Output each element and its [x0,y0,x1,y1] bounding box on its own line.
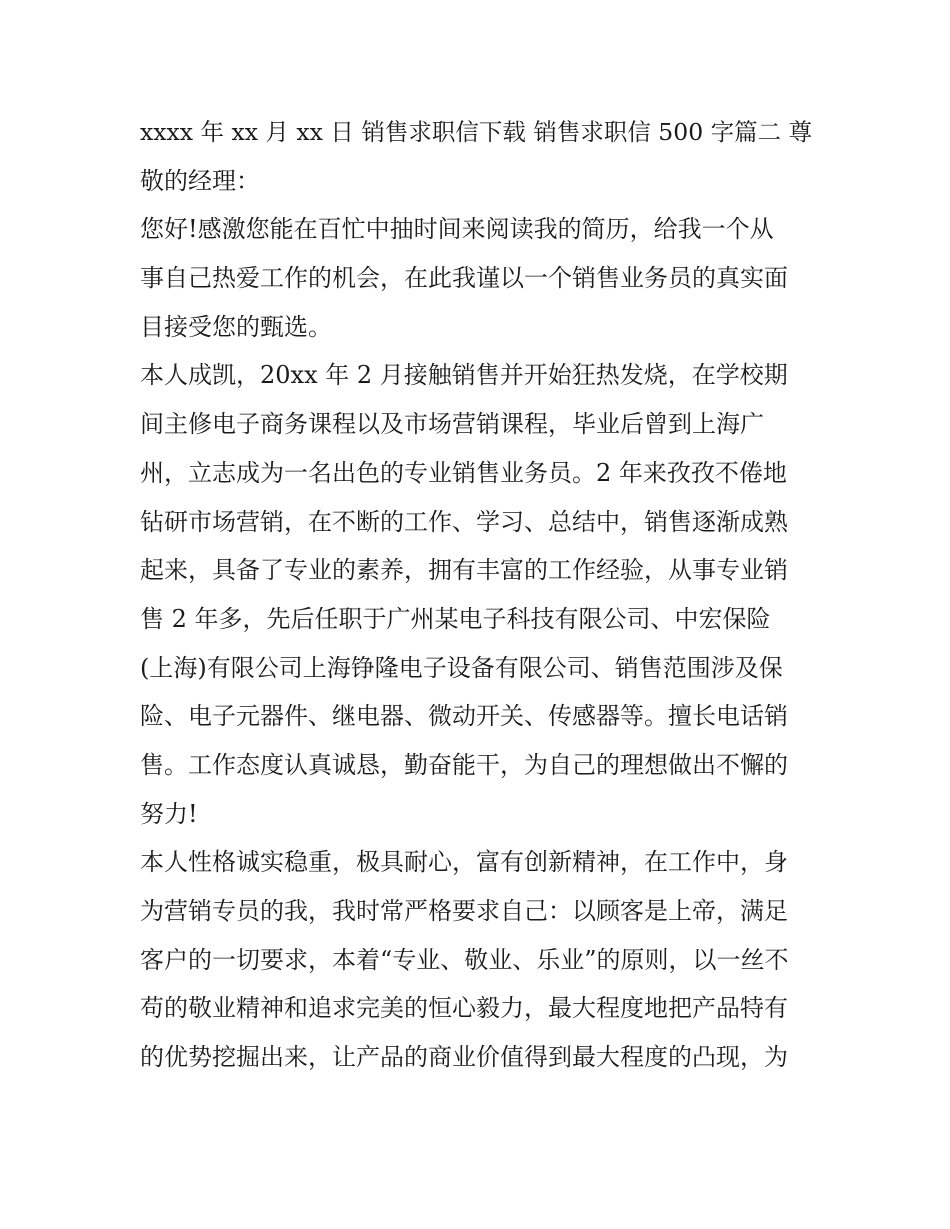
text-line: 敬的经理： [140,166,260,195]
text-line: 苟的敬业精神和追求完美的恒心毅力，最大程度地把产品特有 [140,994,788,1023]
text-line: 为营销专员的我，我时常严格要求自己：以顾客是上帝，满足 [140,897,788,925]
text-line: 起来，具备了专业的素养，拥有丰富的工作经验，从事专业销 [140,556,788,585]
text-line: 州，立志成为一名出色的专业销售业务员。2 年来孜孜不倦地 [140,458,787,487]
text-line: 事自己热爱工作的机会，在此我谨以一个销售业务员的真实面 [140,264,788,293]
text-line: 钻研市场营销，在不断的工作、学习、总结中，销售逐渐成熟 [140,507,788,536]
text-line: 本人性格诚实稳重，极具耐心，富有创新精神，在工作中，身 [140,848,788,877]
text-line: 您好!感激您能在百忙中抽时间来阅读我的简历，给我一个从 [140,215,774,244]
text-line: 售。工作态度认真诚恳，勤奋能干，为自己的理想做出不懈的 [140,750,788,779]
text-line: 客户的一切要求，本着“专业、敬业、乐业”的原则，以一丝不 [140,945,789,974]
text-line: 的优势挖掘出来，让产品的商业价值得到最大程度的凸现，为 [140,1043,788,1072]
text-line: 间主修电子商务课程以及市场营销课程，毕业后曾到上海广 [140,410,764,439]
text-line: 努力! [140,799,198,828]
letter-body [140,108,820,1082]
text-line: 售 2 年多，先后任职于广州某电子科技有限公司、中宏保险 [140,604,771,633]
text-line: 目接受您的甄选。 [140,312,332,341]
text-line: xxxx 年 xx 月 xx 日 销售求职信下载 销售求职信 500 字篇二 尊 [140,118,813,146]
text-line: (上海)有限公司上海铮隆电子设备有限公司、销售范围涉及保 [140,653,783,682]
text-line: 险、电子元器件、继电器、微动开关、传感器等。擅长电话销 [140,702,788,731]
text-line: 本人成凯，20xx 年 2 月接触销售并开始狂热发烧，在学校期 [140,361,788,390]
